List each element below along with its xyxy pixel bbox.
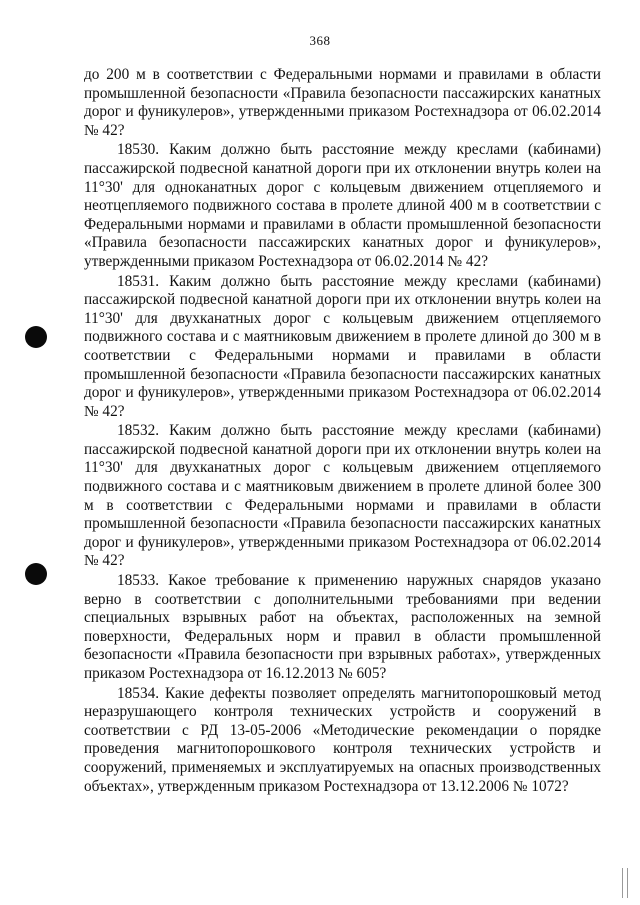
punch-hole-mark — [25, 563, 47, 585]
page-number: 368 — [309, 33, 331, 48]
question-18530: 18530. Каким должно быть расстояние между креслами (кабинами) пассажирской подвесной канатной дороги при их отклонении внутрь колеи на 11°30' для одноканатных дорог с кольцевым движением отцепляемого и неотцепляемого подвижного состава в пролете длиной 400 м в соответствии с Федеральными нормами и правилами в области промышленной безопасности «Правила безопасности пассажирских канатных дорог и фуникулеров», утвержденными приказом Ростехнадзора от 06.02.2014 № 42? — [84, 141, 601, 270]
document-body — [84, 66, 601, 796]
question-18534: 18534. Какие дефекты позволяет определять магнитопорошковый метод неразрушающего контроля технических устройств и сооружений в соответствии с РД 13-05-2006 «Методические рекомендации о порядке проведения магнитопорошкового контроля технических устройств и сооружений, применяемых и эксплуатируемых на опасных производственных объектах», утвержденным приказом Ростехнадзора от 13.12.2006 № 1072? — [84, 684, 601, 795]
scan-edge-marks — [622, 868, 632, 898]
punch-hole-mark — [25, 326, 47, 348]
scan-line — [627, 868, 628, 898]
question-18531: 18531. Каким должно быть расстояние между креслами (кабинами) пассажирской подвесной канатной дороги при их отклонении внутрь колеи на 11°30' для двухканатных дорог с кольцевым движением отцепляемого подвижного состава и с маятниковым движением в пролете длиной до 300 м в соответствии с Федеральными нормами и правилами в области промышленной безопасности «Правила безопасности пассажирских канатных дорог и фуникулеров», утвержденными приказом Ростехнадзора от 06.02.2014 № 42? — [84, 272, 601, 420]
scan-line — [622, 868, 623, 898]
question-18532: 18532. Каким должно быть расстояние между креслами (кабинами) пассажирской подвесной канатной дороги при их отклонении внутрь колеи на 11°30' для двухканатных дорог с кольцевым движением отцепляемого подвижного состава и с маятниковым движением в пролете длиной более 300 м в соответствии с Федеральными нормами и правилами в области промышленной безопасности «Правила безопасности пассажирских канатных дорог и фуникулеров», утвержденными приказом Ростехнадзора от 06.02.2014 № 42? — [84, 422, 601, 570]
paragraph-continuation: до 200 м в соответствии с Федеральными нормами и правилами в области промышленной безопасности «Правила безопасности пассажирских канатных дорог и фуникулеров», утвержденными приказом Ростехнадзора от 06.02.2014 № 42? — [84, 66, 601, 139]
question-18533: 18533. Какое требование к применению наружных снарядов указано верно в соответствии с дополнительными требованиями при ведении специальных взрывных работ на объектах, расположенных на земной поверхности, Федеральных норм и правил в области промышленной безопасности «Правила безопасности при взрывных работах», утвержденных приказом Ростехнадзора от 16.12.2013 № 605? — [84, 572, 601, 682]
